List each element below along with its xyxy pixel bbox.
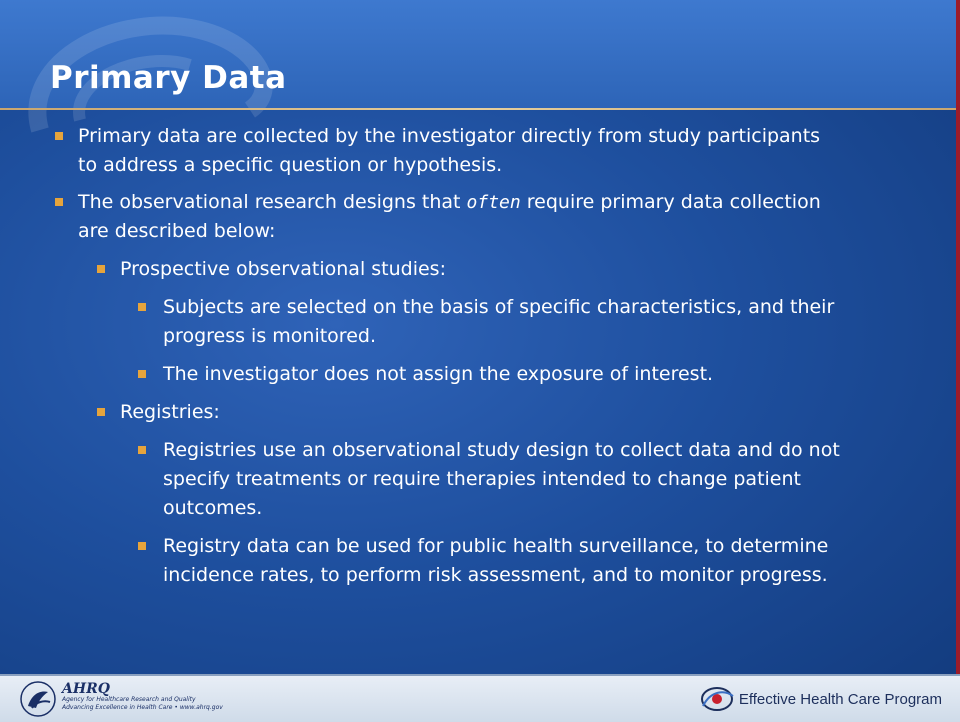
bullet-text: Registries use an observational study design to collect data and do not specify treatments or require therapies intended to change patient outcomes. [163, 439, 840, 519]
bullet-text: Prospective observational studies: [120, 258, 446, 280]
bullet-square-icon [97, 265, 105, 273]
bullet-registry-data-uses [0, 532, 903, 590]
ahrq-name: AHRQ [62, 681, 110, 697]
bullet-observational-designs [0, 188, 838, 246]
bullet-text: Registry data can be used for public health surveillance, to determine incidence rates, to perform risk assessment, and to monitor progress. [163, 535, 829, 586]
title-divider [0, 108, 960, 110]
bullet-list [0, 122, 960, 590]
bullet-text-after: require primary data collection are described below: [78, 191, 821, 242]
bullet-square-icon [138, 446, 146, 454]
ahrq-tagline-2: Advancing Excellence in Health Care • www.ahrq.gov [62, 704, 223, 711]
bullet-text-emphasis: often [466, 192, 521, 213]
ahrq-tagline-1: Agency for Healthcare Research and Quality [62, 696, 196, 703]
bullet-text-before: The observational research designs that [78, 191, 467, 213]
bullet-square-icon [97, 408, 105, 416]
footer-bar [0, 674, 960, 722]
bullet-text: Registries: [120, 401, 220, 423]
bullet-square-icon [55, 198, 63, 206]
bullet-primary-data-definition [0, 122, 838, 180]
ehc-program-name: Effective Health Care Program [738, 690, 942, 708]
bullet-text: The investigator does not assign the exposure of interest. [163, 363, 714, 385]
hhs-eagle-logo-icon [18, 680, 58, 718]
bullet-square-icon [55, 132, 63, 140]
bullet-square-icon [138, 303, 146, 311]
bullet-text: Primary data are collected by the investigator directly from study participants to address a specific question or hypothesis. [78, 125, 821, 176]
bullet-text: Subjects are selected on the basis of specific characteristics, and their progress is monitored. [163, 296, 835, 347]
ahrq-logo [62, 682, 223, 712]
bullet-registries-design [0, 436, 903, 523]
bullet-subjects-selected [0, 293, 903, 351]
bullet-registries [0, 398, 840, 427]
ehc-program-logo [699, 684, 942, 714]
ehc-swirl-logo-icon [699, 684, 735, 714]
bullet-investigator-exposure [0, 360, 903, 389]
slide-title: Primary Data [50, 60, 287, 96]
bullet-square-icon [138, 370, 146, 378]
bullet-prospective-studies [0, 255, 840, 284]
bullet-square-icon [138, 542, 146, 550]
